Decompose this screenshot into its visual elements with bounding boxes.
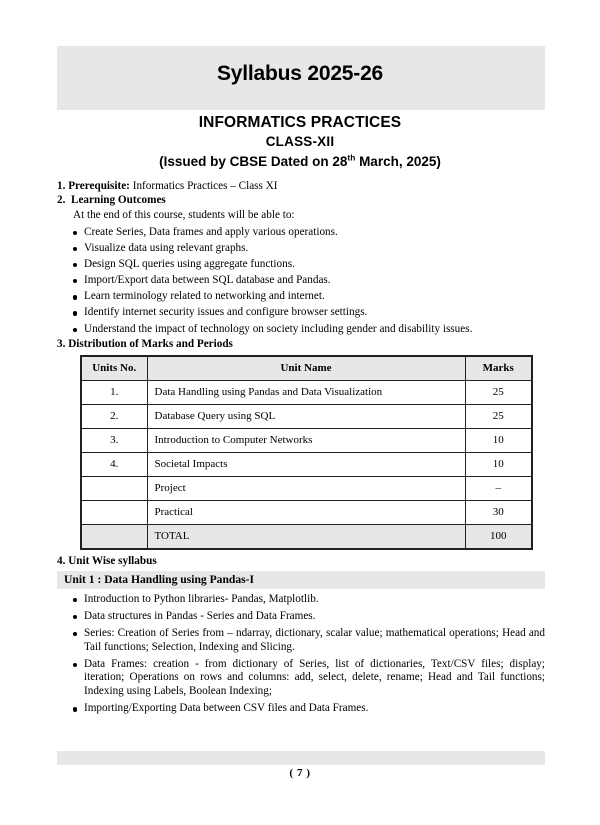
table-row — [81, 500, 532, 524]
cell-marks: – — [465, 476, 532, 500]
list-item: Learn terminology related to networking and internet. — [57, 290, 545, 304]
cell-unit-no — [81, 524, 147, 549]
cell-marks: 25 — [465, 380, 532, 404]
list-item: Import/Export data between SQL database and Pandas. — [57, 274, 545, 288]
cell-unit-name: Societal Impacts — [147, 452, 465, 476]
footer-band — [57, 751, 545, 765]
unit-wise-heading: 4. Unit Wise syllabus — [57, 554, 157, 567]
prerequisite-value: Informatics Practices – Class XI — [129, 180, 278, 192]
table-row — [81, 476, 532, 500]
unit1-banner: Unit 1 : Data Handling using Pandas-I — [57, 571, 545, 589]
cell-marks: 10 — [465, 428, 532, 452]
cell-marks: 10 — [465, 452, 532, 476]
cell-unit-name: Practical — [147, 500, 465, 524]
learning-outcomes-heading — [57, 195, 545, 206]
cell-unit-no: 4. — [81, 452, 147, 476]
subject-title: INFORMATICS PRACTICES — [198, 114, 402, 131]
list-item: Create Series, Data frames and apply various operations. — [57, 226, 545, 240]
cell-unit-name: Data Handling using Pandas and Data Visualization — [147, 380, 465, 404]
column-header-marks: Marks — [465, 356, 532, 381]
prerequisite-label-text: Prerequisite: — [68, 180, 130, 192]
learning-outcomes-intro: At the end of this course, students will be able to: — [73, 209, 295, 222]
list-item: Visualize data using relevant graphs. — [57, 242, 545, 256]
table-row — [81, 452, 532, 476]
table-row — [81, 380, 532, 404]
cell-unit-name: TOTAL — [147, 524, 465, 549]
issued-by-line — [0, 154, 600, 169]
issued-suffix: March, 2025) — [355, 154, 441, 169]
learning-outcomes-list — [57, 226, 545, 337]
learning-outcomes-label: Learning Outcomes — [70, 194, 166, 207]
cell-unit-name: Introduction to Computer Networks — [147, 428, 465, 452]
list-item: Series: Creation of Series from – ndarray, dictionary, scalar value; mathematical operations; Head and Tail functions; Selection, Indexing and Slicing. — [57, 627, 545, 654]
cell-unit-no — [81, 476, 147, 500]
table-row-total — [81, 524, 532, 549]
prerequisite-number: 1. — [57, 180, 66, 192]
issued-superscript: th — [347, 152, 356, 163]
table-row — [81, 404, 532, 428]
issued-prefix: (Issued by CBSE Dated on 28 — [159, 154, 348, 169]
cell-marks: 30 — [465, 500, 532, 524]
table-row — [81, 428, 532, 452]
cell-unit-name: Database Query using SQL — [147, 404, 465, 428]
cell-marks: 25 — [465, 404, 532, 428]
column-header-units-no: Units No. — [81, 356, 147, 381]
list-item: Identify internet security issues and configure browser settings. — [57, 306, 545, 320]
cell-unit-no: 3. — [81, 428, 147, 452]
list-item: Introduction to Python libraries- Pandas, Matplotlib. — [57, 593, 545, 607]
cell-marks: 100 — [465, 524, 532, 549]
page-title: Syllabus 2025-26 — [216, 62, 384, 85]
class-title: CLASS-XII — [265, 134, 335, 149]
cell-unit-no: 2. — [81, 404, 147, 428]
table-header-row — [81, 356, 532, 381]
list-item: Data structures in Pandas - Series and Data Frames. — [57, 610, 545, 624]
cell-unit-no — [81, 500, 147, 524]
document-body — [57, 181, 545, 719]
page-number: ( 7 ) — [289, 767, 311, 779]
column-header-unit-name: Unit Name — [147, 356, 465, 381]
list-item: Importing/Exporting Data between CSV files and Data Frames. — [57, 702, 545, 716]
learning-outcomes-number: 2. — [57, 194, 66, 207]
cell-unit-name: Project — [147, 476, 465, 500]
list-item: Design SQL queries using aggregate functions. — [57, 258, 545, 272]
distribution-heading: 3. Distribution of Marks and Periods — [57, 337, 233, 350]
marks-distribution-table — [80, 355, 533, 550]
list-item: Data Frames: creation - from dictionary of Series, list of dictionaries, Text/CSV files; display; iteration; Operations on rows and columns: add, select, delete, rename; Head and Tail functions; Indexing using Labels, Boolean Indexing; — [57, 658, 545, 699]
unit1-topics-list — [57, 593, 545, 716]
list-item: Understand the impact of technology on society including gender and disability issues. — [57, 323, 545, 337]
cell-unit-no: 1. — [81, 380, 147, 404]
prerequisite-line — [57, 181, 545, 192]
